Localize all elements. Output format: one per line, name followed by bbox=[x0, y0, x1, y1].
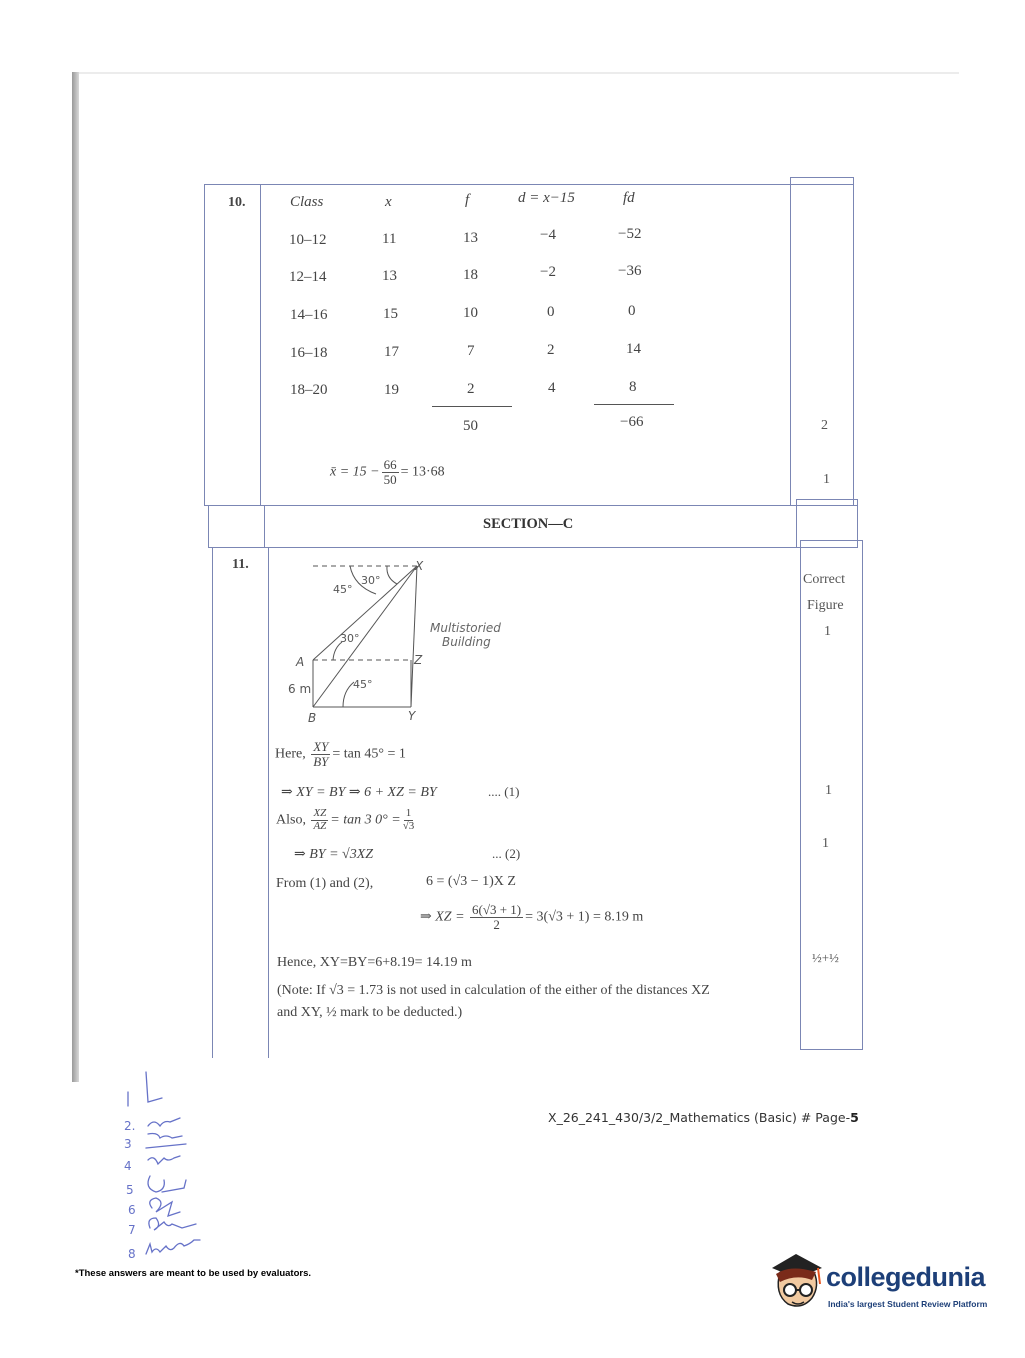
table-cell: −52 bbox=[618, 226, 642, 242]
page-footer-id: X_26_241_430/3/2_Mathematics (Basic) # Page-5 bbox=[548, 1110, 859, 1125]
marks-table: 2 bbox=[821, 418, 828, 433]
column-header-x: x bbox=[385, 194, 392, 210]
table-cell: 17 bbox=[384, 344, 399, 360]
working-line-3: Also, $\frac{XZ}{AZ}$ = tan 3 0° = $\frac{1}{√3}$ bbox=[276, 807, 415, 832]
svg-text:8: 8 bbox=[128, 1247, 136, 1261]
table-cell: 18 bbox=[463, 267, 478, 283]
table-cell: 10–12 bbox=[289, 232, 327, 248]
svg-text:5: 5 bbox=[126, 1183, 134, 1197]
working-ref-2: ... (2) bbox=[492, 846, 521, 861]
column-header-d: d = x−15 bbox=[518, 190, 575, 206]
working-ref-1: .... (1) bbox=[488, 784, 520, 799]
scan-edge bbox=[72, 72, 79, 1082]
working-line-5-label: From (1) and (2), bbox=[276, 876, 374, 891]
collegedunia-tagline: India's largest Student Review Platform bbox=[828, 1299, 988, 1309]
figure-angle-30-top: 30° bbox=[361, 574, 381, 587]
sum-fd: −66 bbox=[620, 414, 644, 430]
marks-mean: 1 bbox=[823, 472, 830, 487]
table-cell: 8 bbox=[629, 379, 637, 395]
table-cell: −36 bbox=[618, 263, 642, 279]
scan-top-edge bbox=[79, 72, 959, 74]
figure-label-x: X bbox=[415, 559, 424, 573]
evaluator-note: *These answers are meant to be used by evaluators. bbox=[75, 1268, 312, 1279]
table-cell: 2 bbox=[467, 381, 475, 397]
section-title: SECTION—C bbox=[483, 516, 574, 532]
svg-text:7: 7 bbox=[128, 1223, 136, 1237]
figure-angle-30-mid: 30° bbox=[340, 632, 360, 645]
table-cell: 13 bbox=[382, 268, 397, 284]
working-line-2: ⇒ XY = BY ⇒ 6 + XZ = BY bbox=[281, 785, 437, 800]
marks-line-4: 1 bbox=[822, 836, 829, 851]
evaluator-signatures bbox=[118, 1068, 228, 1264]
table-cell: 7 bbox=[467, 343, 475, 359]
table-cell: 12–14 bbox=[289, 269, 327, 285]
figure-angle-45-top: 45° bbox=[333, 583, 353, 596]
table-cell: −4 bbox=[540, 227, 556, 243]
table-cell: 10 bbox=[463, 305, 478, 321]
marks-line-2: 1 bbox=[825, 783, 832, 798]
svg-text:2.: 2. bbox=[124, 1119, 136, 1133]
table-cell: 0 bbox=[628, 303, 636, 319]
table-cell: 19 bbox=[384, 382, 399, 398]
figure-label-b: B bbox=[308, 711, 317, 725]
working-line-6: ⇒ XZ = $\frac{6(√3 + 1)}{2}$ = 3(√3 + 1) = 8.19 m bbox=[420, 902, 644, 932]
figure-label-y: Y bbox=[408, 709, 416, 723]
table-cell: 2 bbox=[547, 342, 555, 358]
table-cell: 14 bbox=[626, 341, 641, 357]
svg-text:3: 3 bbox=[124, 1137, 132, 1151]
conclusion: Hence, XY=BY=6+8.19= 14.19 m bbox=[277, 955, 472, 970]
table-cell: 4 bbox=[548, 380, 556, 396]
marks-figure-figure: Figure bbox=[807, 598, 844, 613]
table-cell: 16–18 bbox=[290, 345, 328, 361]
figure-label-a: A bbox=[296, 655, 305, 669]
sum-rule-f bbox=[432, 406, 512, 407]
figure-angle-45-bottom: 45° bbox=[353, 678, 373, 691]
table-cell: 0 bbox=[547, 304, 555, 320]
figure-building-label-1: Multistoried bbox=[430, 621, 501, 635]
sum-rule-fd bbox=[594, 404, 674, 405]
working-line-1: Here, $\frac{XY}{BY}$ = tan 45° = 1 bbox=[275, 739, 406, 769]
question-number-10: 10. bbox=[228, 195, 246, 210]
collegedunia-logo-text: collegedunia bbox=[826, 1262, 986, 1292]
sum-f: 50 bbox=[463, 418, 478, 434]
table-cell: 18–20 bbox=[290, 382, 328, 398]
note-line-2: and XY, ½ mark to be deducted.) bbox=[277, 1005, 463, 1020]
marks-figure-correct: Correct bbox=[803, 572, 845, 587]
svg-text:4: 4 bbox=[124, 1159, 132, 1173]
mean-formula: x̄ = 15 − $\frac{66}{50}$ = 13·68 bbox=[330, 457, 445, 487]
column-header-class: Class bbox=[290, 194, 324, 210]
figure-height-label: 6 m bbox=[288, 682, 312, 696]
svg-text:6: 6 bbox=[128, 1203, 136, 1217]
column-header-f: f bbox=[465, 192, 470, 208]
working-line-5-eq: 6 = (√3 − 1)X Z bbox=[426, 874, 516, 889]
table-cell: −2 bbox=[540, 264, 556, 280]
table-cell: 11 bbox=[382, 231, 397, 247]
table-cell: 15 bbox=[383, 306, 398, 322]
collegedunia-mascot-icon bbox=[766, 1250, 826, 1312]
table-cell: 13 bbox=[463, 230, 478, 246]
column-header-fd: fd bbox=[623, 190, 635, 206]
note-line-1: (Note: If √3 = 1.73 is not used in calculation of the either of the distances XZ bbox=[277, 983, 710, 998]
figure-building-label-2: Building bbox=[442, 635, 491, 649]
marks-conclusion: ½+½ bbox=[812, 950, 839, 965]
question-number-11: 11. bbox=[232, 557, 249, 572]
figure-label-z: Z bbox=[414, 653, 423, 667]
marks-figure-value: 1 bbox=[824, 624, 831, 639]
working-line-4: ⇒ BY = √3XZ bbox=[294, 847, 374, 862]
table-cell: 14–16 bbox=[290, 307, 328, 323]
